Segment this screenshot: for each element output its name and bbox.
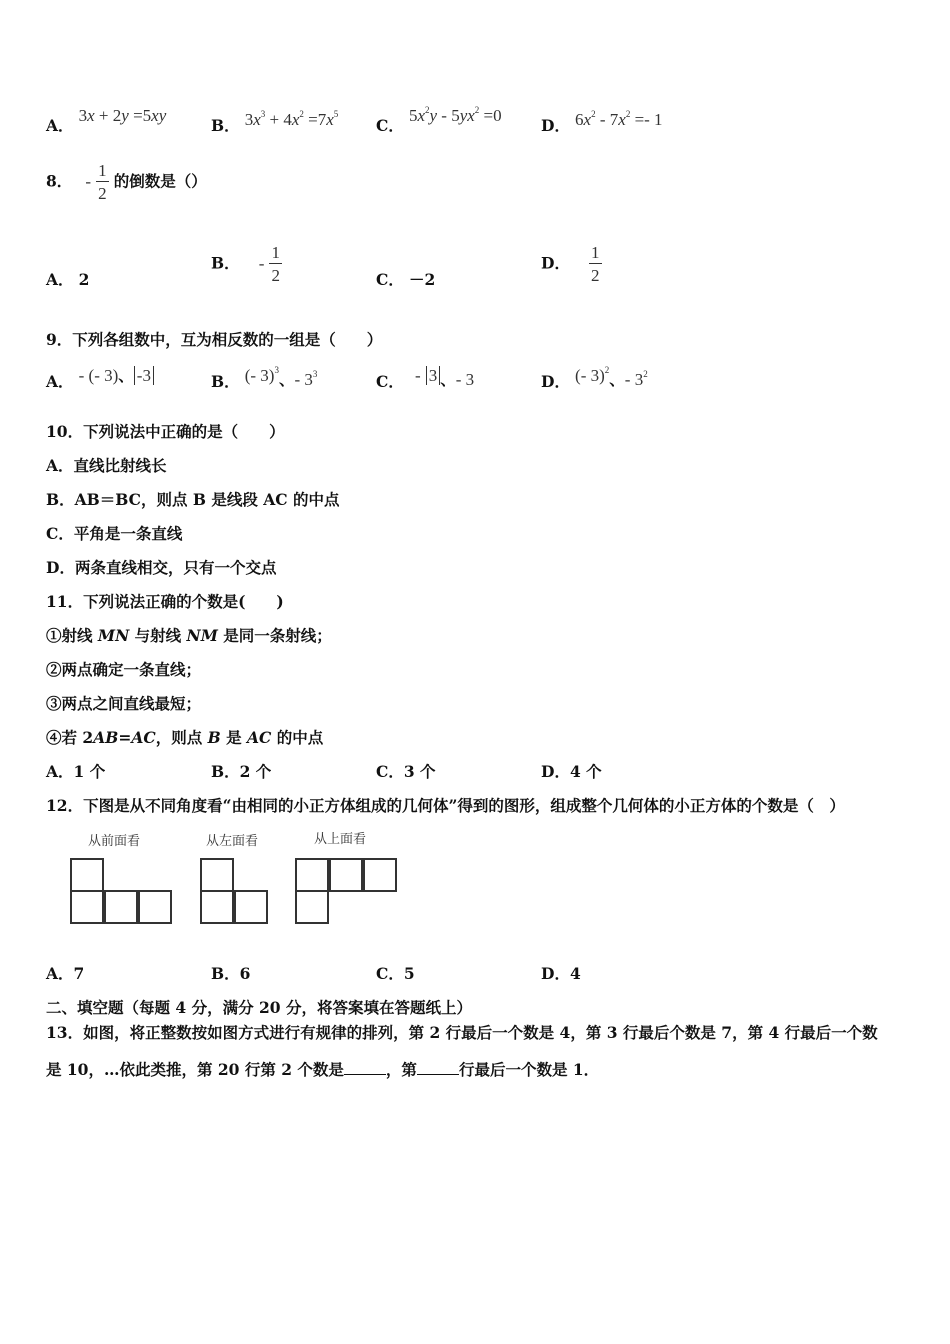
q7-a-expression: 3x + 2y =5xy xyxy=(78,106,167,125)
top-view-title: 从上面看 xyxy=(314,832,367,847)
exponent: 2 xyxy=(643,369,648,379)
q9-option-d xyxy=(541,364,648,391)
q9-b-expression-2 xyxy=(294,370,317,389)
q12-figure xyxy=(66,828,406,932)
q13-line-1: 13．如图，将正整数按如图方式进行有规律的排列，第 2 行最后一个数是 4，第 3 行最后个数是 7，第 4 行最后一个数 xyxy=(46,1023,878,1042)
separator: 、 xyxy=(609,370,625,389)
variable: MN xyxy=(97,626,130,645)
q9-stem: 9．下列各组数中，互为相反数的一组是（ ） xyxy=(46,330,383,349)
fraction-numerator: 1 xyxy=(271,243,280,262)
variable: AC xyxy=(247,728,272,747)
top-view-square xyxy=(295,858,329,892)
text: = xyxy=(118,728,132,747)
option-label: D． xyxy=(541,372,570,391)
front-view-title: 从前面看 xyxy=(88,834,141,849)
option-label: A． xyxy=(46,270,74,289)
variable: NM xyxy=(186,626,218,645)
q9-c-expression-2: - 3 xyxy=(455,370,475,389)
q10-option-d: D．两条直线相交，只有一个交点 xyxy=(46,558,277,577)
q8-option-b xyxy=(211,244,282,284)
left-view-square xyxy=(234,890,268,924)
q11-statement-2: ②两点确定一条直线； xyxy=(46,660,202,679)
fraction xyxy=(96,162,109,202)
option-label: C． xyxy=(376,270,404,289)
q7-d-expression: $6x^2 - 7x^2 =- 1$ xyxy=(575,109,663,129)
fraction-numerator: 1 xyxy=(591,243,600,262)
q12-stem: 12．下图是从不同角度看“由相同的小正方体组成的几何体”得到的图形，组成整个几何体的小正方体的个数是（ ） xyxy=(46,796,845,815)
q10-option-c: C．平角是一条直线 xyxy=(46,524,183,543)
minus-sign: - xyxy=(85,171,92,191)
exponent: 3 xyxy=(274,365,279,375)
answer-blank[interactable] xyxy=(344,1060,386,1075)
front-view-square xyxy=(138,890,172,924)
text: ，则点 xyxy=(155,728,208,747)
fraction-denominator: 2 xyxy=(98,184,107,203)
exponent: 3 xyxy=(312,369,318,379)
q9-a-expression: - (- 3) xyxy=(78,366,119,385)
q10-stem: 10．下列说法中正确的是（ ） xyxy=(46,422,285,441)
text: 是 10，…依此类推，第 20 行第 2 个数是 xyxy=(46,1060,344,1079)
fraction xyxy=(589,244,602,284)
q9-option-b xyxy=(211,364,318,391)
q13-line-2 xyxy=(46,1058,599,1080)
question-number: 8． xyxy=(46,171,73,191)
top-view-square xyxy=(329,858,363,892)
q11-option-a: A．1 个 xyxy=(46,762,106,781)
text: ④若 2 xyxy=(46,728,94,747)
option-label: B． xyxy=(211,372,240,391)
absolute-value xyxy=(134,366,154,385)
front-view-square xyxy=(70,858,104,892)
fraction-numerator: 1 xyxy=(98,161,107,180)
q11-statement-3: ③两点之间直线最短； xyxy=(46,694,202,713)
variable: AB xyxy=(93,728,119,747)
text: 行最后一个数是 1． xyxy=(458,1060,600,1079)
option-value: －2 xyxy=(408,270,436,289)
text: ①射线 xyxy=(46,626,98,645)
q7-option-b xyxy=(211,104,339,135)
option-label: B． xyxy=(211,253,240,273)
base: - 3 xyxy=(294,370,313,389)
separator: 、 xyxy=(118,366,134,385)
q7-option-d xyxy=(541,104,663,135)
option-label: C． xyxy=(376,116,404,135)
q9-options xyxy=(46,364,906,394)
q11-option-c: C．3 个 xyxy=(376,762,436,781)
minus-sign: - xyxy=(414,366,421,385)
separator: 、 xyxy=(440,370,456,389)
q7-b-expression: $3x^3 + 4x^2 =7x^5$ xyxy=(244,109,339,129)
text: 与射线 xyxy=(129,626,187,645)
q9-d-expression xyxy=(575,366,609,385)
q8-option-a xyxy=(46,268,89,290)
option-label: B． xyxy=(211,116,240,135)
section-heading: 二、填空题（每题 4 分，满分 20 分，将答案填在答题纸上） xyxy=(46,998,472,1017)
q10-option-b: B．AB＝BC，则点 B 是线段 AC 的中点 xyxy=(46,490,340,509)
q7-c-expression: $5x^2y - 5yx^2 =0$ xyxy=(408,105,502,125)
q9-option-a xyxy=(46,364,154,391)
q11-statement-1 xyxy=(46,624,332,646)
front-view-square xyxy=(70,890,104,924)
option-label: D． xyxy=(541,253,570,273)
q11-statement-4 xyxy=(46,726,323,748)
answer-blank[interactable] xyxy=(417,1060,459,1075)
left-view-title: 从左面看 xyxy=(206,834,259,849)
q7-option-c xyxy=(376,104,502,135)
q8-options xyxy=(46,244,906,294)
q10-option-a: A．直线比射线长 xyxy=(46,456,167,475)
fraction-denominator: 2 xyxy=(591,266,600,285)
absolute-value-content: -3 xyxy=(136,366,151,385)
text: 的中点 xyxy=(271,728,324,747)
option-label: A． xyxy=(46,372,74,391)
q11-option-d: D．4 个 xyxy=(541,762,602,781)
option-label: C． xyxy=(376,372,404,391)
left-view-square xyxy=(200,858,234,892)
base: - 3 xyxy=(624,370,644,389)
q11-stem: 11．下列说法正确的个数是( ) xyxy=(46,592,284,611)
q12-option-c: C．5 xyxy=(376,964,415,983)
top-view-square xyxy=(363,858,397,892)
front-view-square xyxy=(104,890,138,924)
base: (- 3) xyxy=(244,366,275,385)
text: ，第 xyxy=(385,1060,417,1079)
absolute-value-content: 3 xyxy=(428,366,438,385)
text: 是同一条射线； xyxy=(217,626,332,645)
absolute-value xyxy=(426,366,441,385)
top-view-square xyxy=(295,890,329,924)
q9-option-c xyxy=(376,364,475,391)
q7-options xyxy=(46,104,906,134)
q11-option-b: B．2 个 xyxy=(211,762,272,781)
option-value: 2 xyxy=(78,270,90,289)
left-view-square xyxy=(200,890,234,924)
variable: AC xyxy=(131,728,156,747)
q9-b-expression xyxy=(245,366,279,385)
exponent: 2 xyxy=(604,365,610,375)
q8-option-d xyxy=(541,244,602,284)
text: 是 xyxy=(220,728,248,747)
minus-sign: - xyxy=(258,253,265,273)
separator: 、 xyxy=(278,370,295,389)
variable: B xyxy=(207,728,221,747)
option-label: A． xyxy=(46,116,74,135)
q8-stem xyxy=(46,162,207,202)
q12-option-a: A．7 xyxy=(46,964,85,983)
fraction-denominator: 2 xyxy=(271,266,280,285)
q7-option-a xyxy=(46,104,167,135)
q8-option-c xyxy=(376,268,435,290)
q12-option-b: B．6 xyxy=(211,964,251,983)
fraction xyxy=(269,244,282,284)
base: (- 3) xyxy=(575,366,605,385)
option-label: D． xyxy=(541,116,570,135)
q8-stem-text: 的倒数是（） xyxy=(113,171,207,191)
q12-option-d: D．4 xyxy=(541,964,581,983)
q9-d-expression-2 xyxy=(625,370,648,389)
